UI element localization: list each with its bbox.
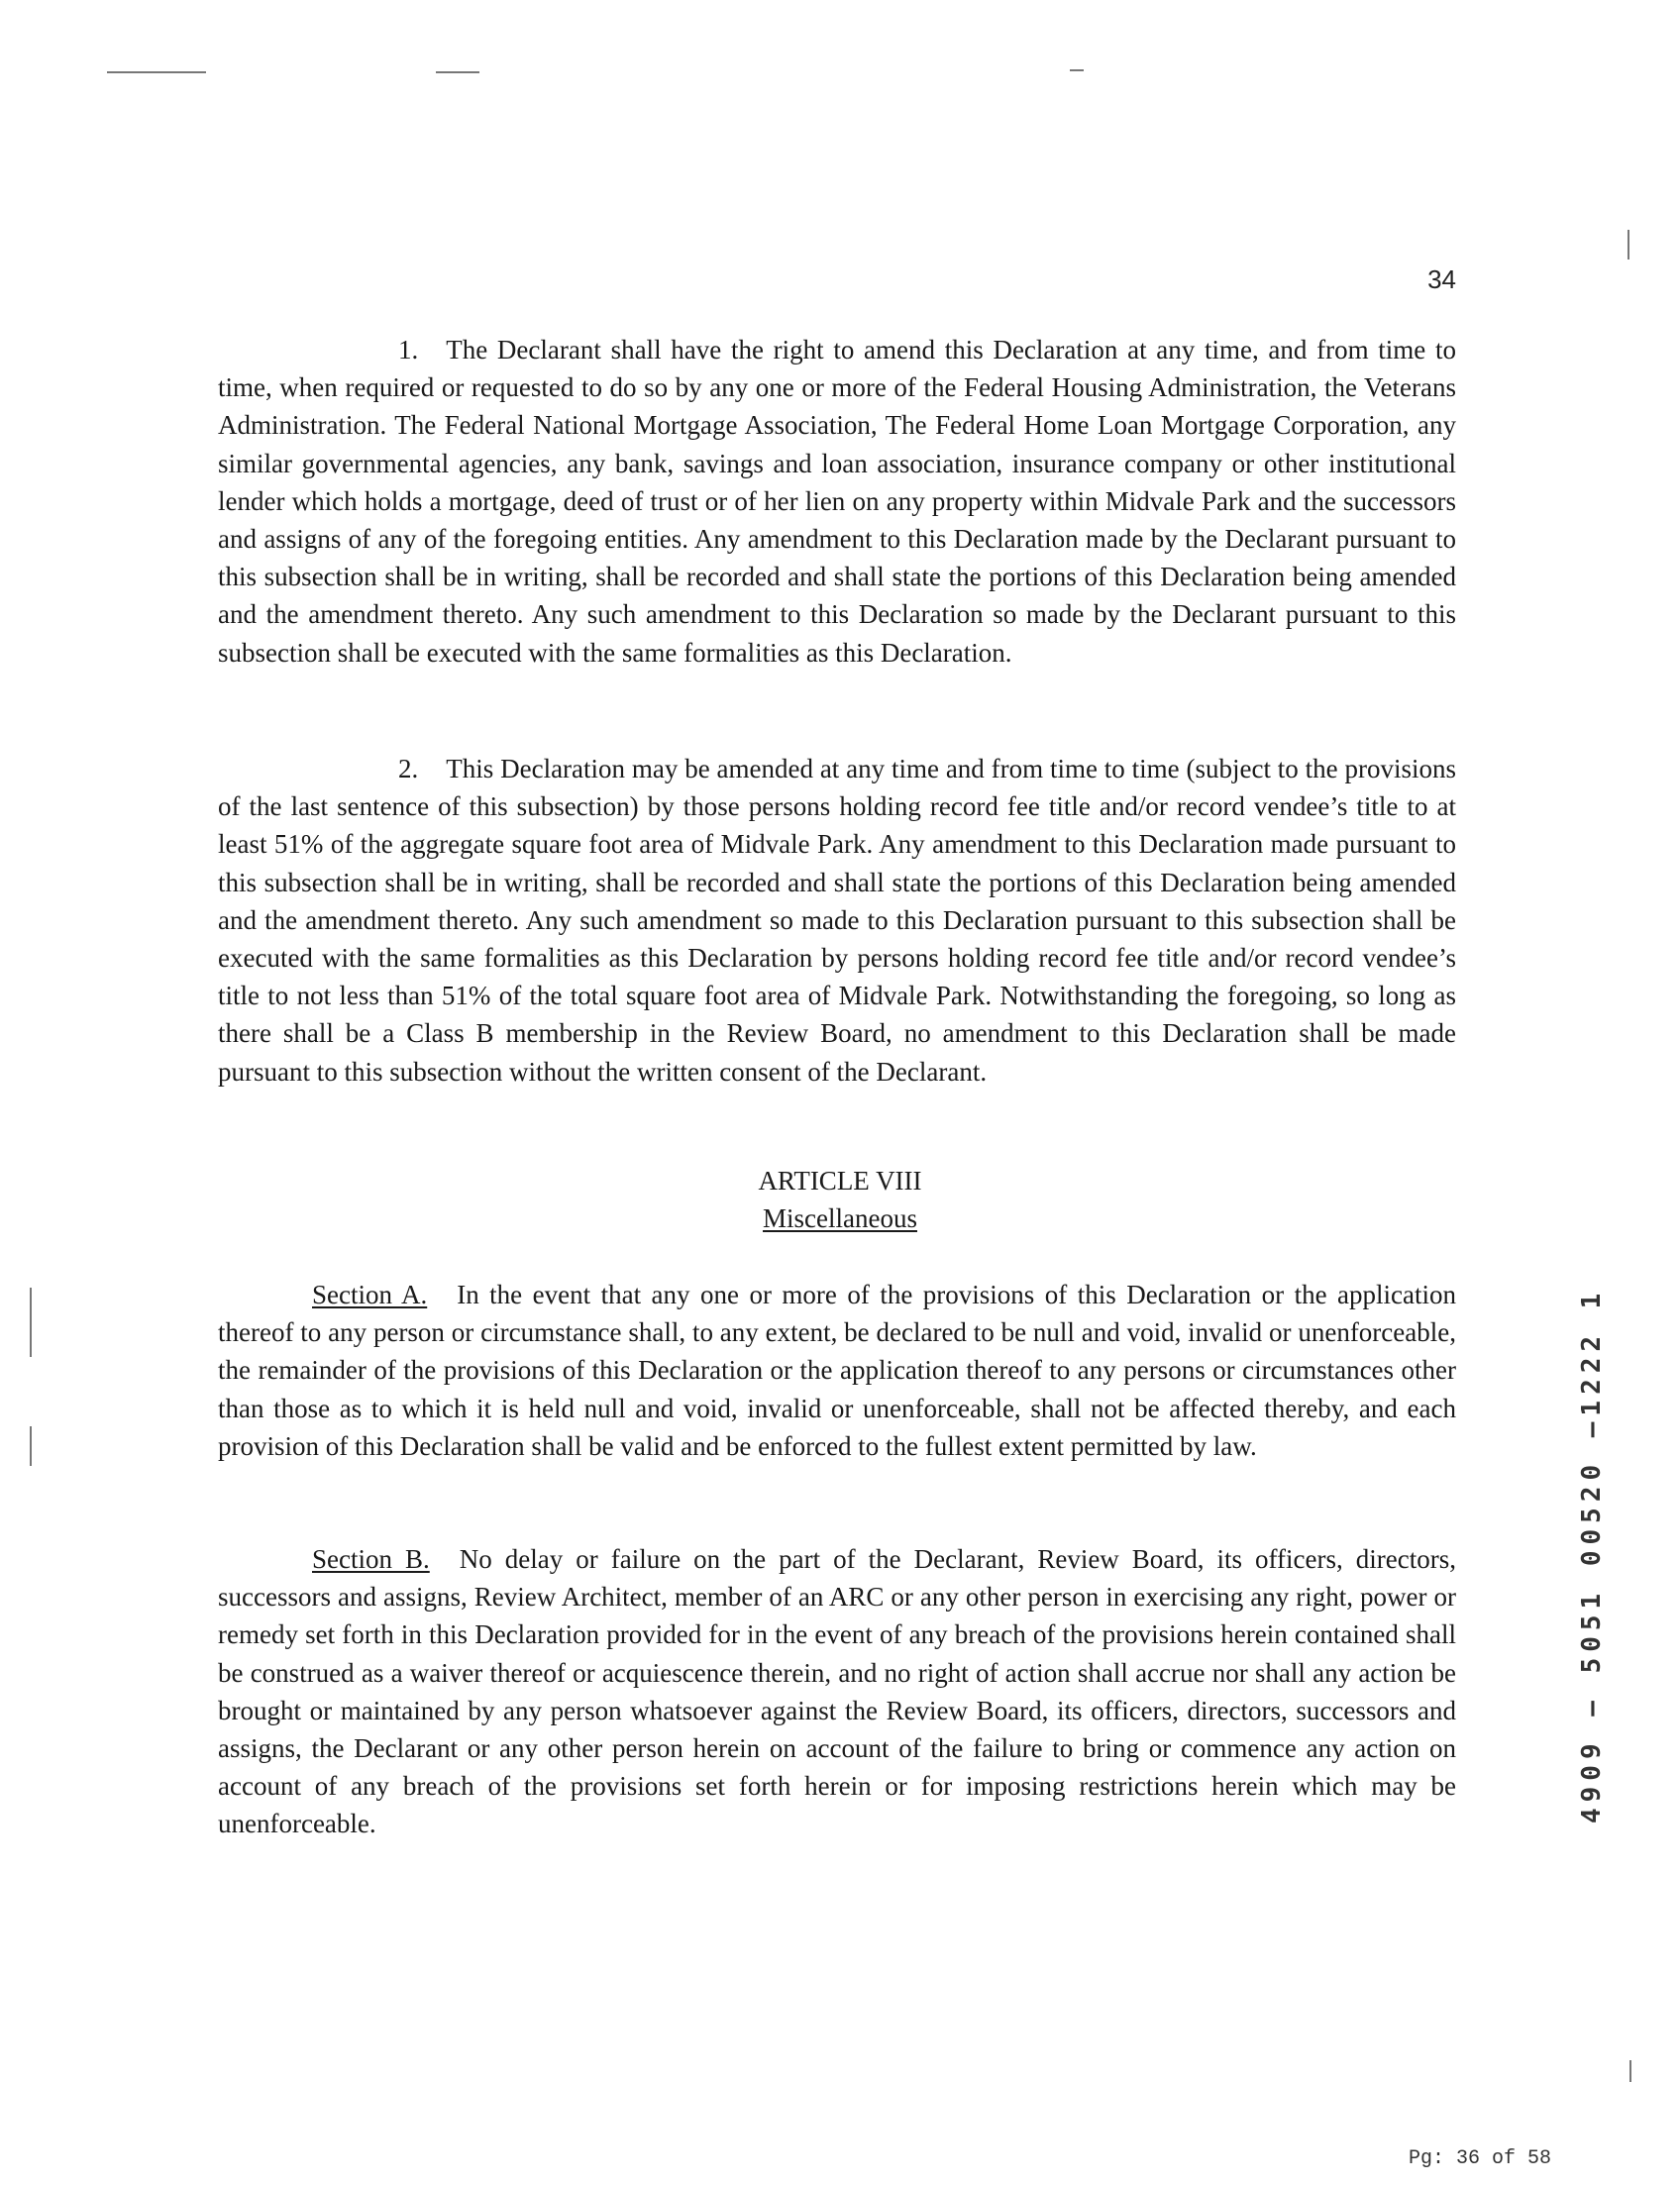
section-a-label: Section A. [312,1280,428,1309]
scan-artifact [107,71,206,73]
scan-artifact [436,71,479,73]
scan-artifact [30,1288,32,1357]
paragraph-2-text: This Declaration may be amended at any time and from time to time (subject to the provisions of the last sentence of this subsection) by those persons holding record fee title and/or record vendee’s title to at least 51% of the aggregate square foot area of Midvale Park. Any amendment to this Declaration made pursuant to this subsection shall be in writing, shall be recorded and shall state the portions of this Declaration being amended and the amendment thereto. Any such amendment so made to this Declaration pursuant to this subsection shall be executed with the same formalities as this Declaration by persons holding record fee title and/or record vendee’s title to not less than 51% of the total square foot area of Midvale Park. Notwithstanding the foregoing, so long as there shall be a Class B membership in the Review Board, no amendment to this Declaration shall be made pursuant to this subsection without the written consent of the Declarant. [218,754,1456,1087]
paragraph-1-number: 1. [398,335,419,364]
recording-stamp: 4909 — 5051 00520 —1222 1 [1577,1287,1607,1823]
paragraph-1 [218,331,1456,672]
article-title: ARTICLE VIII [758,1166,922,1196]
section-a-text: In the event that any one or more of the provisions of this Declaration or the application thereof to any person or circumstance shall, to any extent, be declared to be null and void, invalid or unenforceable, the remainder of the provisions of this Declaration or the application thereof to any persons or circumstances other than those as to which it is held null and void, invalid or unenforceable, shall not be affected thereby, and each provision of this Declaration shall be valid and be enforced to the fullest extent permitted by law. [218,1280,1456,1461]
scan-artifact [1628,230,1629,260]
scan-artifact [1070,69,1084,71]
paragraph-2 [218,750,1456,1091]
section-b-text: No delay or failure on the part of the Declarant, Review Board, its officers, directors, successors and assigns, Review Architect, member of an ARC or any other person in exercising any right, power or remedy set forth in this Declaration provided for in the event of any breach of the provisions herein contained shall be construed as a waiver thereof or acquiescence therein, and no right of action shall accrue nor shall any action be brought or maintained by any person whatsoever against the Review Board, its officers, directors, successors and assigns, the Declarant or any other person herein on account of the failure to bring or commence any action on account of any breach of the provisions set forth herein or for imposing restrictions herein which may be unenforceable. [218,1544,1456,1839]
scan-artifact [1629,2060,1631,2082]
footer-page-count: Pg: 36 of 58 [1408,2147,1551,2170]
page-number: 34 [1427,264,1456,294]
paragraph-2-number: 2. [398,754,419,783]
section-b [218,1540,1456,1843]
section-b-label: Section B. [312,1544,430,1574]
article-heading [0,1162,1680,1237]
section-a [218,1276,1456,1465]
paragraph-1-text: The Declarant shall have the right to amend this Declaration at any time, and from time to time, when required or requested to do so by any one or more of the Federal Housing Administration, the Veterans Administration. The Federal National Mortgage Association, The Federal Home Loan Mortgage Corporation, any similar governmental agencies, any bank, savings and loan association, insurance company or other institutional lender which holds a mortgage, deed of trust or of her lien on any property within Midvale Park and the successors and assigns of any of the foregoing entities. Any amendment to this Declaration made by the Declarant pursuant to this subsection shall be in writing, shall be recorded and shall state the portions of this Declaration being amended and the amendment thereto. Any such amendment to this Declaration so made by the Declarant pursuant to this subsection shall be executed with the same formalities as this Declaration. [218,335,1456,668]
scan-artifact [30,1426,32,1466]
article-subtitle: Miscellaneous [763,1203,917,1233]
